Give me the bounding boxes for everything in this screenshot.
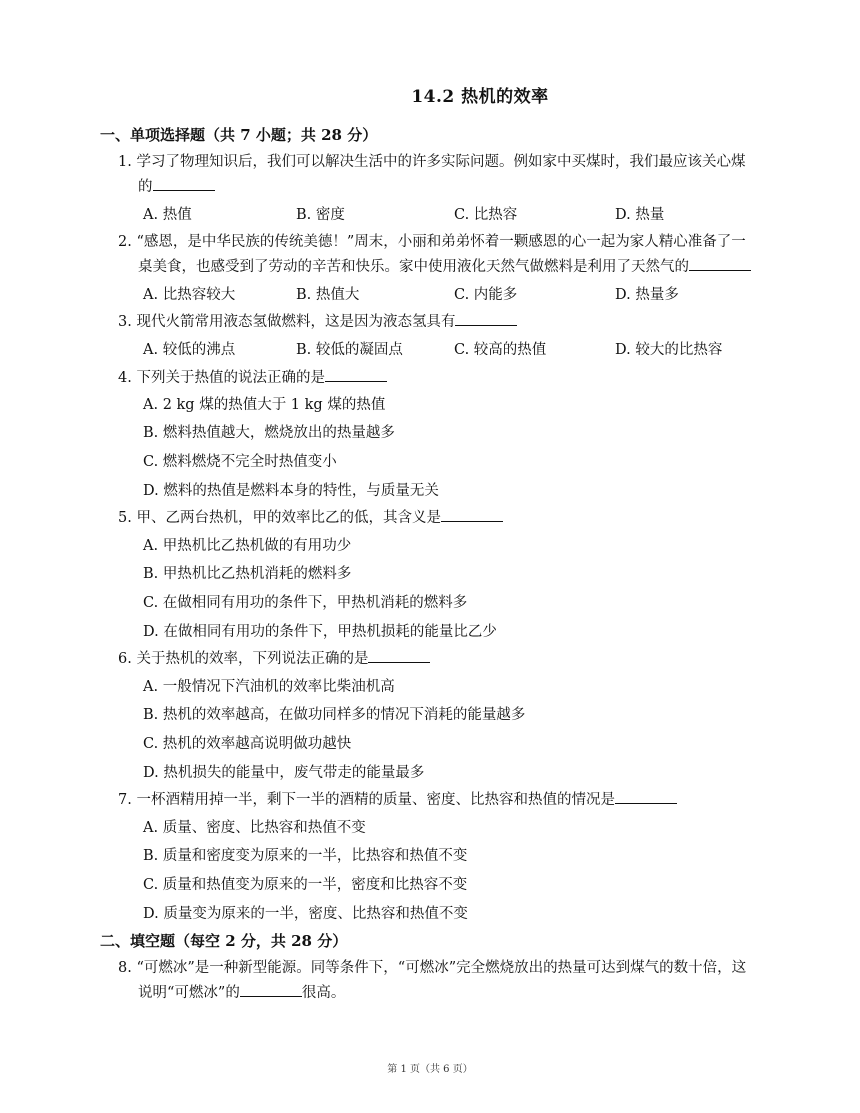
- option-a: A. 质量、密度、比热容和热值不变: [143, 820, 366, 836]
- option-c: C. 质量和热值变为原来的一半，密度和比热容不变: [143, 877, 468, 893]
- option-d: D. 在做相同有用功的条件下，甲热机损耗的能量比乙少: [143, 624, 497, 640]
- answer-blank: [441, 507, 503, 522]
- option-a: A. 2 kg 煤的热值大于 1 kg 煤的热值: [143, 397, 386, 413]
- question-number: 1.: [118, 154, 132, 170]
- question-text: 关于热机的效率，下列说法正确的是: [136, 651, 369, 667]
- question-number: 5.: [118, 510, 132, 526]
- option-c: C. 燃料燃烧不完全时热值变小: [143, 454, 337, 470]
- section-heading-choice: 一、单项选择题（共 7 小题；共 28 分）: [100, 126, 378, 144]
- question-text: “可燃冰”是一种新型能源。同等条件下，“可燃冰”完全燃烧放出的热量可达到煤气的数十倍，这: [136, 960, 747, 976]
- question-text-cont: 说明“可燃冰”的: [138, 985, 240, 1001]
- answer-blank: [240, 982, 302, 997]
- question-text-cont: 的: [138, 179, 153, 195]
- option-c: C. 在做相同有用功的条件下，甲热机消耗的燃料多: [143, 595, 468, 611]
- option-b: B. 质量和密度变为原来的一半，比热容和热值不变: [143, 848, 468, 864]
- option-d: D. 质量变为原来的一半，密度、比热容和热值不变: [143, 906, 468, 922]
- question-text: 下列关于热值的说法正确的是: [136, 370, 325, 386]
- option-d: D. 较大的比热容: [615, 342, 723, 358]
- question-text: 学习了物理知识后，我们可以解决生活中的许多实际问题。例如家中买煤时，我们最应该关心煤: [136, 154, 746, 170]
- question-2: [118, 230, 764, 280]
- section-heading-fill: 二、填空题（每空 2 分，共 28 分）: [100, 932, 348, 950]
- option-c: C. 比热容: [454, 207, 518, 223]
- question-number: 3.: [118, 314, 132, 330]
- question-text-end: 很高。: [301, 985, 346, 1001]
- option-a: A. 一般情况下汽油机的效率比柴油机高: [143, 679, 395, 695]
- option-d: D. 燃料的热值是燃料本身的特性，与质量无关: [143, 483, 439, 499]
- question-text: “感恩，是中华民族的传统美德！”周末，小丽和弟弟怀着一颗感恩的心一起为家人精心准备了一: [136, 234, 746, 250]
- question-number: 7.: [118, 792, 132, 808]
- answer-blank: [153, 176, 215, 191]
- answer-blank: [455, 311, 517, 326]
- option-a: A. 甲热机比乙热机做的有用功少: [143, 538, 352, 554]
- option-b: B. 密度: [296, 207, 345, 223]
- question-3: [118, 310, 764, 335]
- option-c: C. 内能多: [454, 287, 518, 303]
- question-text: 现代火箭常用液态氢做燃料，这是因为液态氢具有: [136, 314, 456, 330]
- question-text: 一杯酒精用掉一半，剩下一半的酒精的质量、密度、比热容和热值的情况是: [136, 792, 615, 808]
- option-b: B. 甲热机比乙热机消耗的燃料多: [143, 566, 352, 582]
- page-footer: 第 1 页（共 6 页）: [387, 1064, 473, 1075]
- question-7: [118, 788, 764, 813]
- answer-blank: [325, 367, 387, 382]
- question-6: [118, 647, 764, 672]
- option-b: B. 热值大: [296, 287, 360, 303]
- option-a: A. 较低的沸点: [143, 342, 236, 358]
- option-c: C. 较高的热值: [454, 342, 547, 358]
- option-d: D. 热机损失的能量中，废气带走的能量最多: [143, 765, 425, 781]
- question-number: 2.: [118, 234, 132, 250]
- answer-blank: [615, 789, 677, 804]
- option-d: D. 热量多: [615, 287, 679, 303]
- question-1: [118, 150, 764, 200]
- option-b: B. 热机的效率越高，在做功同样多的情况下消耗的能量越多: [143, 707, 526, 723]
- option-a: A. 热值: [143, 207, 192, 223]
- answer-blank: [689, 256, 751, 271]
- question-8: [118, 956, 764, 1006]
- question-text-cont: 桌美食，也感受到了劳动的辛苦和快乐。家中使用液化天然气做燃料是利用了天然气的: [138, 259, 689, 275]
- option-b: B. 较低的凝固点: [296, 342, 403, 358]
- option-a: A. 比热容较大: [143, 287, 236, 303]
- question-number: 8.: [118, 960, 132, 976]
- answer-blank: [368, 648, 430, 663]
- question-text: 甲、乙两台热机，甲的效率比乙的低，其含义是: [136, 510, 441, 526]
- option-b: B. 燃料热值越大，燃烧放出的热量越多: [143, 425, 395, 441]
- page-title: 14.2 热机的效率: [411, 87, 549, 107]
- question-4: [118, 366, 764, 391]
- option-d: D. 热量: [615, 207, 665, 223]
- question-number: 4.: [118, 370, 132, 386]
- question-5: [118, 506, 764, 531]
- option-c: C. 热机的效率越高说明做功越快: [143, 736, 352, 752]
- question-number: 6.: [118, 651, 132, 667]
